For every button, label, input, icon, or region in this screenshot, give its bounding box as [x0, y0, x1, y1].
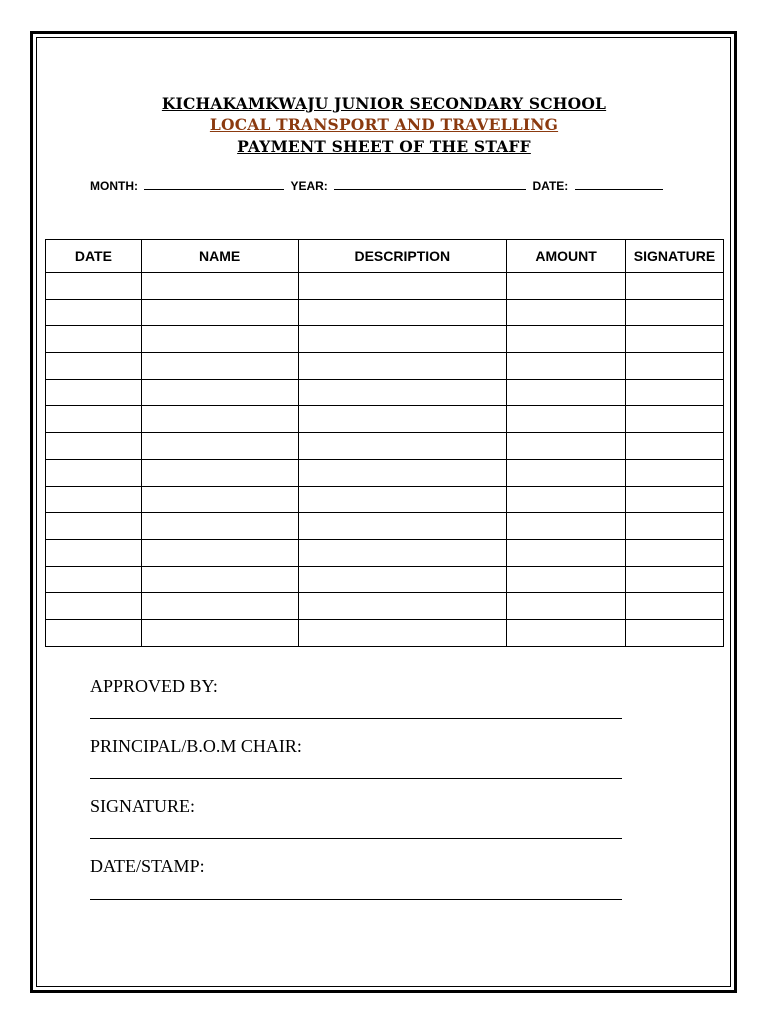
- cell-description[interactable]: [298, 406, 507, 433]
- cell-amount[interactable]: [507, 459, 626, 486]
- cell-name[interactable]: [141, 459, 298, 486]
- cell-signature[interactable]: [626, 433, 724, 460]
- cell-date[interactable]: [46, 539, 142, 566]
- table-row: [46, 566, 724, 593]
- approved-by-line[interactable]: [90, 718, 622, 719]
- cell-name[interactable]: [141, 273, 298, 300]
- cell-name[interactable]: [141, 433, 298, 460]
- cell-amount[interactable]: [507, 353, 626, 380]
- column-header-name: NAME: [141, 240, 298, 273]
- cell-name[interactable]: [141, 539, 298, 566]
- cell-description[interactable]: [298, 619, 507, 646]
- cell-amount[interactable]: [507, 566, 626, 593]
- column-header-date: DATE: [46, 240, 142, 273]
- cell-description[interactable]: [298, 513, 507, 540]
- year-field[interactable]: [334, 178, 526, 190]
- cell-signature[interactable]: [626, 566, 724, 593]
- cell-signature[interactable]: [626, 486, 724, 513]
- date-stamp-line[interactable]: [90, 899, 622, 900]
- cell-date[interactable]: [46, 326, 142, 353]
- table-row: [46, 326, 724, 353]
- cell-amount[interactable]: [507, 326, 626, 353]
- cell-signature[interactable]: [626, 406, 724, 433]
- cell-date[interactable]: [46, 486, 142, 513]
- cell-description[interactable]: [298, 299, 507, 326]
- column-header-amount: AMOUNT: [507, 240, 626, 273]
- table-row: [46, 273, 724, 300]
- cell-date[interactable]: [46, 566, 142, 593]
- cell-signature[interactable]: [626, 353, 724, 380]
- cell-date[interactable]: [46, 406, 142, 433]
- column-header-description: DESCRIPTION: [298, 240, 507, 273]
- cell-date[interactable]: [46, 619, 142, 646]
- cell-signature[interactable]: [626, 326, 724, 353]
- table-row: [46, 353, 724, 380]
- month-label: MONTH:: [90, 179, 138, 193]
- date-stamp-label: DATE/STAMP:: [90, 856, 205, 876]
- cell-signature[interactable]: [626, 459, 724, 486]
- table-row: [46, 619, 724, 646]
- table-header-row: [46, 240, 724, 273]
- year-label: YEAR:: [290, 179, 328, 193]
- cell-description[interactable]: [298, 459, 507, 486]
- table-row: [46, 379, 724, 406]
- school-name: KICHAKAMKWAJU JUNIOR SECONDARY SCHOOL: [161, 94, 607, 113]
- table-row: [46, 433, 724, 460]
- cell-amount[interactable]: [507, 273, 626, 300]
- cell-amount[interactable]: [507, 406, 626, 433]
- date-label: DATE:: [532, 179, 569, 193]
- signature-label: SIGNATURE:: [90, 796, 196, 816]
- cell-signature[interactable]: [626, 299, 724, 326]
- cell-name[interactable]: [141, 513, 298, 540]
- cell-date[interactable]: [46, 379, 142, 406]
- cell-amount[interactable]: [507, 593, 626, 620]
- cell-date[interactable]: [46, 513, 142, 540]
- cell-date[interactable]: [46, 299, 142, 326]
- cell-signature[interactable]: [626, 619, 724, 646]
- cell-name[interactable]: [141, 593, 298, 620]
- cell-description[interactable]: [298, 593, 507, 620]
- cell-amount[interactable]: [507, 619, 626, 646]
- cell-date[interactable]: [46, 593, 142, 620]
- cell-date[interactable]: [46, 353, 142, 380]
- cell-amount[interactable]: [507, 433, 626, 460]
- cell-name[interactable]: [141, 379, 298, 406]
- cell-signature[interactable]: [626, 513, 724, 540]
- column-header-signature: SIGNATURE: [626, 240, 724, 273]
- cell-signature[interactable]: [626, 539, 724, 566]
- table-row: [46, 299, 724, 326]
- approved-by-label: APPROVED BY:: [90, 676, 218, 696]
- cell-name[interactable]: [141, 619, 298, 646]
- cell-date[interactable]: [46, 459, 142, 486]
- cell-name[interactable]: [141, 353, 298, 380]
- cell-description[interactable]: [298, 326, 507, 353]
- cell-signature[interactable]: [626, 379, 724, 406]
- cell-name[interactable]: [141, 406, 298, 433]
- cell-description[interactable]: [298, 433, 507, 460]
- table-row: [46, 539, 724, 566]
- cell-name[interactable]: [141, 486, 298, 513]
- principal-line[interactable]: [90, 778, 622, 779]
- month-field[interactable]: [144, 178, 284, 190]
- cell-amount[interactable]: [507, 379, 626, 406]
- cell-date[interactable]: [46, 433, 142, 460]
- cell-amount[interactable]: [507, 513, 626, 540]
- table-row: [46, 406, 724, 433]
- table-row: [46, 593, 724, 620]
- table-body: [46, 273, 724, 647]
- cell-description[interactable]: [298, 379, 507, 406]
- sheet-title: PAYMENT SHEET OF THE STAFF: [237, 137, 531, 156]
- meta-line: [90, 178, 666, 193]
- cell-name[interactable]: [141, 299, 298, 326]
- form-subtitle: LOCAL TRANSPORT AND TRAVELLING: [209, 115, 559, 134]
- payment-table: [45, 239, 724, 647]
- table-row: [46, 486, 724, 513]
- cell-description[interactable]: [298, 353, 507, 380]
- table-row: [46, 513, 724, 540]
- date-field[interactable]: [575, 178, 663, 190]
- cell-name[interactable]: [141, 326, 298, 353]
- signature-line[interactable]: [90, 838, 622, 839]
- cell-description[interactable]: [298, 273, 507, 300]
- cell-amount[interactable]: [507, 486, 626, 513]
- cell-description[interactable]: [298, 486, 507, 513]
- cell-description[interactable]: [298, 566, 507, 593]
- cell-amount[interactable]: [507, 539, 626, 566]
- cell-description[interactable]: [298, 539, 507, 566]
- cell-signature[interactable]: [626, 273, 724, 300]
- principal-label: PRINCIPAL/B.O.M CHAIR:: [90, 736, 302, 756]
- cell-signature[interactable]: [626, 593, 724, 620]
- table-row: [46, 459, 724, 486]
- cell-date[interactable]: [46, 273, 142, 300]
- cell-amount[interactable]: [507, 299, 626, 326]
- cell-name[interactable]: [141, 566, 298, 593]
